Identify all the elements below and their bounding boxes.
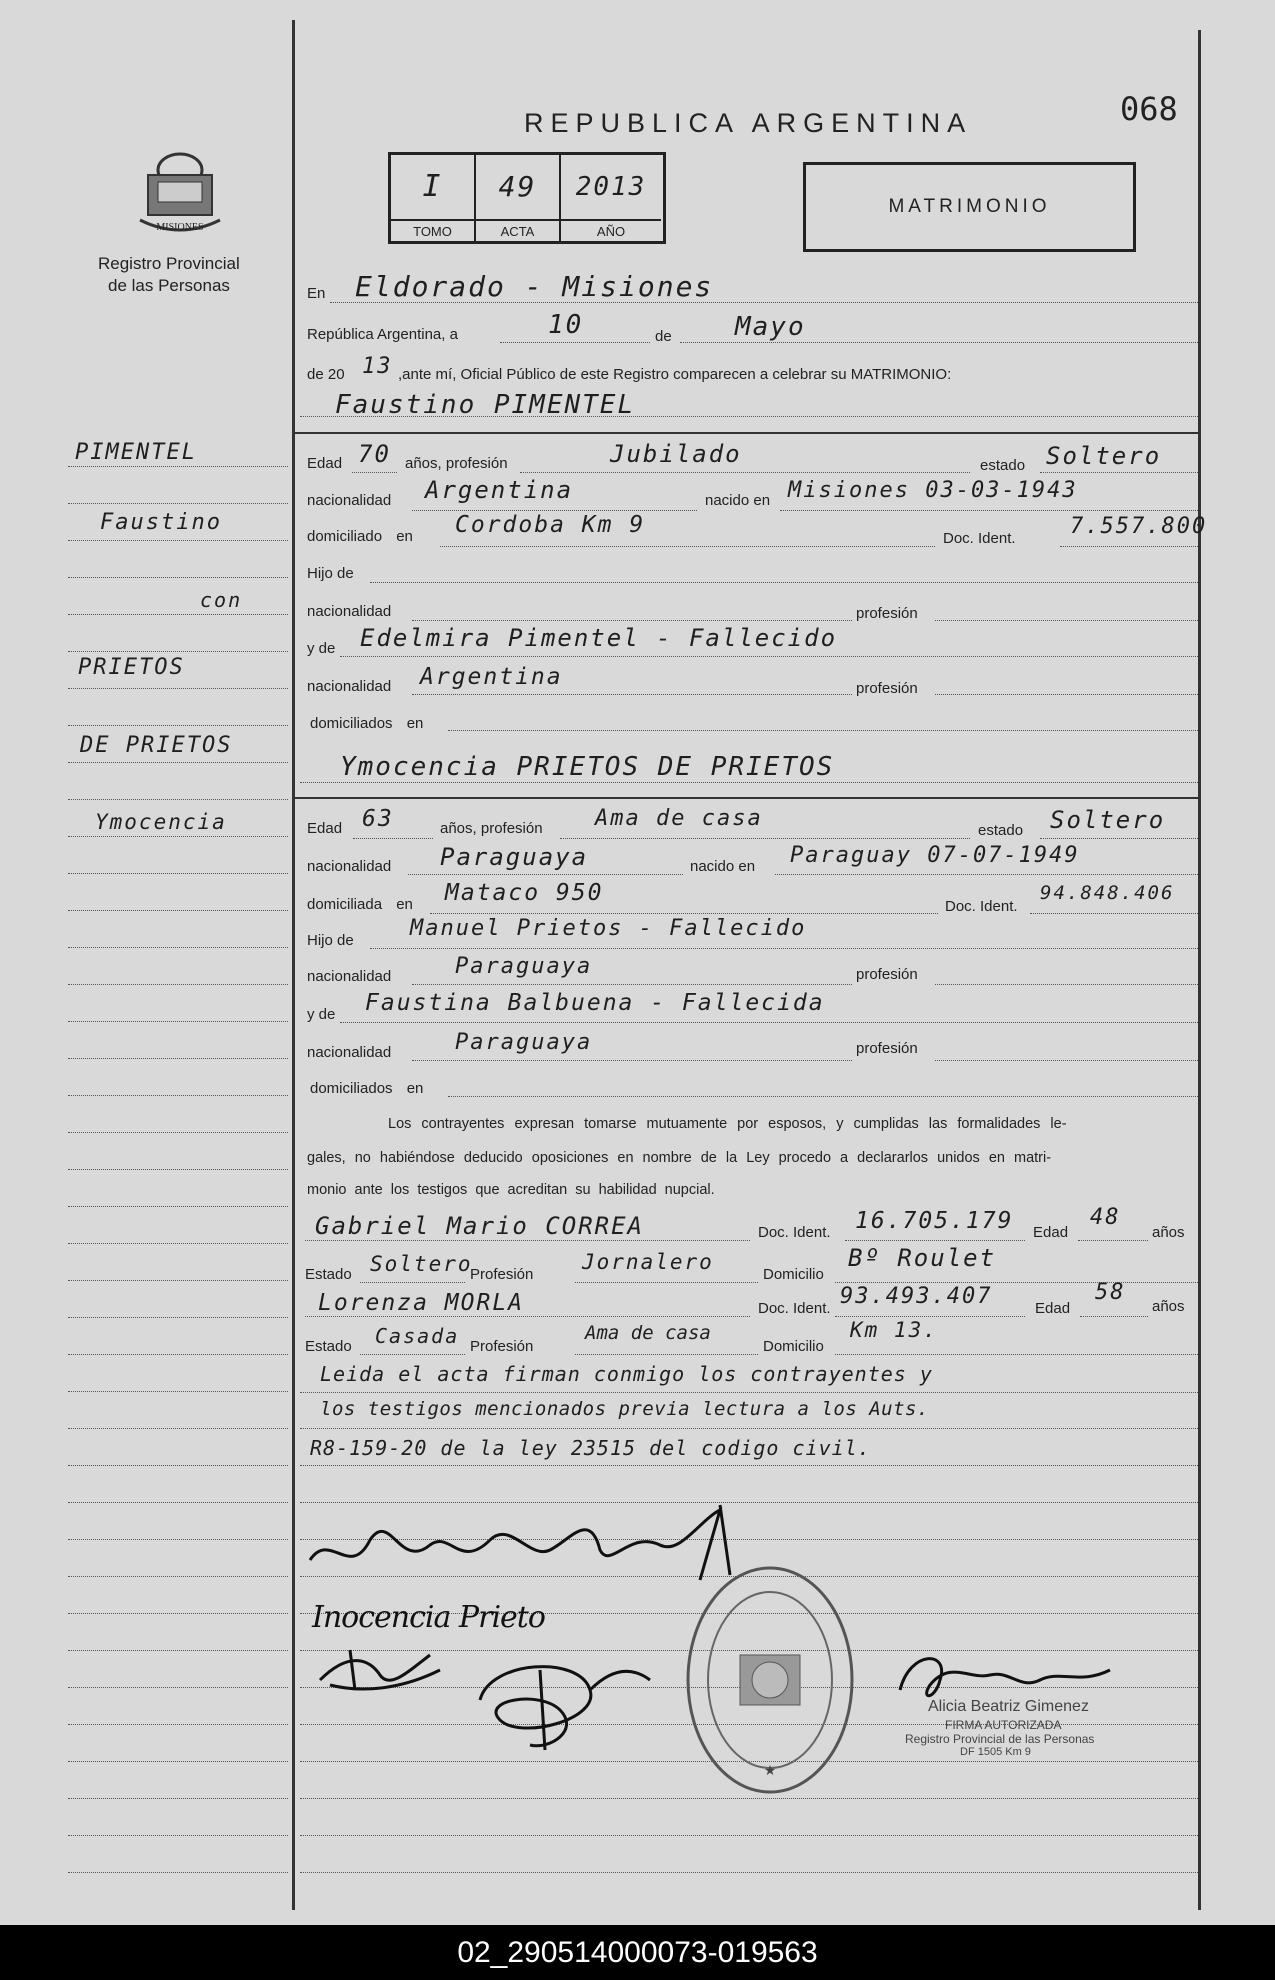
bride-yde-label: y de	[307, 1006, 336, 1023]
groom-domiciliados-label: domiciliados en	[310, 715, 424, 732]
country-title: REPUBLICA ARGENTINA	[524, 108, 973, 138]
bride-profesion: Ama de casa	[595, 806, 763, 831]
bride-father: Manuel Prietos - Fallecido	[410, 916, 807, 941]
witness-1-estado-label: Estado	[305, 1266, 352, 1283]
witness-1-domicilio-label: Domicilio	[763, 1266, 824, 1283]
witness-2-doc-label: Doc. Ident.	[758, 1300, 831, 1317]
groom-father-nac-label: nacionalidad	[307, 603, 392, 620]
witness-2-edad-label: Edad	[1035, 1300, 1071, 1317]
record-type: MATRIMONIO	[888, 196, 1051, 217]
groom-domiciliado-label: domiciliado en	[307, 528, 413, 545]
bride-edad: 63	[362, 806, 394, 832]
margin-line-3: con	[200, 588, 243, 612]
en-label: En	[307, 285, 326, 302]
right-margin-line	[1198, 30, 1201, 1910]
witness-1-doc: 16.705.179	[855, 1208, 1014, 1234]
year-suffix: 13	[362, 354, 393, 379]
groom-mother: Edelmira Pimentel - Fallecido	[360, 624, 838, 652]
registry-name-2: de las Personas	[108, 276, 230, 295]
bride-domiciliada-label: domiciliada en	[307, 896, 413, 913]
witness-2-doc: 93.493.407	[840, 1284, 993, 1309]
officer-name: Alicia Beatriz Gimenez	[928, 1698, 1089, 1715]
groom-mother-nac: Argentina	[420, 664, 563, 690]
bride-nacido-label: nacido en	[690, 858, 756, 875]
witness-2-anios-label: años	[1152, 1298, 1185, 1315]
witness-2-profesion-label: Profesión	[470, 1338, 534, 1355]
closing-line-3: R8-159-20 de la ley 23515 del codigo civil.	[310, 1436, 871, 1460]
witness-1-estado: Soltero	[370, 1252, 473, 1276]
signature-bride-text: Inocencia Prieto	[312, 1600, 545, 1635]
groom-nacido: Misiones 03-03-1943	[788, 478, 1078, 503]
witness-1-edad: 48	[1090, 1205, 1121, 1230]
month-value: Mayo	[735, 312, 806, 342]
tomo-label: TOMO	[391, 219, 476, 243]
official-seal-icon	[680, 1560, 860, 1800]
witness-1-profesion: Jornalero	[582, 1250, 714, 1274]
bride-domiciliados-label: domiciliados en	[310, 1080, 424, 1097]
bride-full-name: Ymocencia PRIETOS DE PRIETOS	[340, 752, 835, 782]
groom-estado-label: estado	[980, 457, 1026, 474]
witness-1-domicilio: Bº Roulet	[848, 1244, 997, 1272]
margin-line-5: DE PRIETOS	[80, 733, 233, 758]
witness-2-edad: 58	[1095, 1280, 1126, 1305]
anio-value: 2013	[575, 172, 647, 202]
signature-witness-2	[460, 1650, 660, 1760]
groom-mother-prof-label: profesión	[856, 680, 918, 697]
section-divider-groom	[294, 432, 1198, 434]
witness-2-name: Lorenza MORLA	[318, 1290, 525, 1316]
bride-doc: 94.848.406	[1040, 882, 1175, 904]
bride-hijo-label: Hijo de	[307, 932, 354, 949]
officer-org: Registro Provincial de las Personas	[905, 1732, 1095, 1746]
closing-line-1: Leida el acta firman conmigo los contrayentes y	[320, 1362, 933, 1386]
margin-line-4: PRIETOS	[78, 655, 185, 680]
groom-mother-nac-label: nacionalidad	[307, 678, 392, 695]
witness-1-edad-label: Edad	[1033, 1224, 1069, 1241]
bride-nacionalidad: Paraguaya	[440, 843, 589, 871]
registry-name-1: Registro Provincial	[98, 254, 240, 273]
bride-domicilio: Mataco 950	[445, 880, 604, 906]
declaration-line-2: gales, no habiéndose deducido oposiciones en nombre de la Ley procedo a declararlos unidos en matri-	[307, 1150, 1052, 1166]
bride-doc-label: Doc. Ident.	[945, 898, 1018, 915]
acta-value: 49	[476, 155, 561, 219]
bride-edad-label: Edad	[307, 820, 343, 837]
signature-groom	[300, 1500, 740, 1590]
witness-2-domicilio: Km 13.	[850, 1318, 938, 1342]
closing-line-2: los testigos mencionados previa lectura a los Auts.	[320, 1398, 929, 1420]
province-crest-icon	[130, 140, 230, 240]
declaration-line-3: monio ante los testigos que acreditan su habilidad nupcial.	[307, 1182, 715, 1198]
groom-edad-label: Edad	[307, 455, 343, 472]
witness-2-profesion: Ama de casa	[585, 1322, 711, 1344]
left-margin-line	[292, 20, 295, 1910]
groom-nacionalidad: Argentina	[425, 476, 574, 504]
groom-doc-label: Doc. Ident.	[943, 530, 1016, 547]
day-value: 10	[548, 310, 584, 340]
witness-1-name: Gabriel Mario CORREA	[315, 1212, 644, 1240]
groom-hijo-label: Hijo de	[307, 565, 354, 582]
margin-line-6: Ymocencia	[95, 810, 227, 834]
svg-text:MISIONES: MISIONES	[156, 222, 204, 233]
bride-father-prof-label: profesión	[856, 966, 918, 983]
groom-yde-label: y de	[307, 640, 336, 657]
witness-1-doc-label: Doc. Ident.	[758, 1224, 831, 1241]
bride-estado-label: estado	[978, 822, 1024, 839]
witness-2-estado: Casada	[375, 1324, 460, 1348]
year-prefix: de 20	[307, 366, 345, 383]
groom-nacido-label: nacido en	[705, 492, 771, 509]
bride-estado: Soltero	[1050, 806, 1166, 834]
signature-witness-1	[310, 1640, 450, 1700]
groom-domicilio: Cordoba Km 9	[455, 512, 646, 538]
groom-doc: 7.557.800	[1070, 514, 1208, 539]
officer-title: FIRMA AUTORIZADA	[945, 1718, 1062, 1732]
bride-profesion-label: años, profesión	[440, 820, 543, 837]
page-number: 068	[1120, 90, 1178, 128]
groom-profesion: Jubilado	[610, 440, 742, 468]
witness-2-estado-label: Estado	[305, 1338, 352, 1355]
groom-father-prof-label: profesión	[856, 605, 918, 622]
republica-label: República Argentina, a	[307, 326, 458, 343]
intro-statement: ,ante mí, Oficial Público de este Registro comparecen a celebrar su MATRIMONIO:	[398, 366, 952, 383]
margin-line-1: PIMENTEL	[75, 440, 197, 465]
groom-estado: Soltero	[1046, 442, 1162, 470]
scan-code: 02_290514000073-019563	[457, 1936, 818, 1969]
place-value: Eldorado - Misiones	[355, 270, 714, 303]
acta-label: ACTA	[476, 219, 561, 243]
bride-mother-prof-label: profesión	[856, 1040, 918, 1057]
bride-nacionalidad-label: nacionalidad	[307, 858, 392, 875]
bride-father-nac-label: nacionalidad	[307, 968, 392, 985]
record-type-box	[803, 162, 1136, 252]
section-divider-bride	[294, 797, 1198, 799]
groom-nacionalidad-label: nacionalidad	[307, 492, 392, 509]
tomo-acta-anio-box	[388, 152, 666, 244]
svg-text:★: ★	[763, 1762, 777, 1778]
margin-line-2: Faustino	[100, 510, 222, 535]
declaration-line-1: Los contrayentes expresan tomarse mutuamente por esposos, y cumplidas las formalidades le-	[388, 1116, 1067, 1132]
bride-nacido: Paraguay 07-07-1949	[790, 843, 1080, 868]
tomo-value: I	[391, 155, 476, 219]
anio-label: AÑO	[561, 219, 661, 243]
witness-1-anios-label: años	[1152, 1224, 1185, 1241]
witness-2-domicilio-label: Domicilio	[763, 1338, 824, 1355]
bride-mother-nac: Paraguaya	[455, 1030, 593, 1055]
groom-profesion-label: años, profesión	[405, 455, 508, 472]
groom-full-name: Faustino PIMENTEL	[335, 390, 636, 420]
bride-father-nac: Paraguaya	[455, 954, 593, 979]
officer-unit: DF 1505 Km 9	[960, 1746, 1031, 1758]
bride-mother-nac-label: nacionalidad	[307, 1044, 392, 1061]
bride-mother: Faustina Balbuena - Fallecida	[365, 990, 825, 1016]
groom-edad: 70	[358, 440, 391, 468]
de-label: de	[655, 328, 672, 345]
scan-footer	[0, 1925, 1275, 1980]
witness-1-profesion-label: Profesión	[470, 1266, 534, 1283]
